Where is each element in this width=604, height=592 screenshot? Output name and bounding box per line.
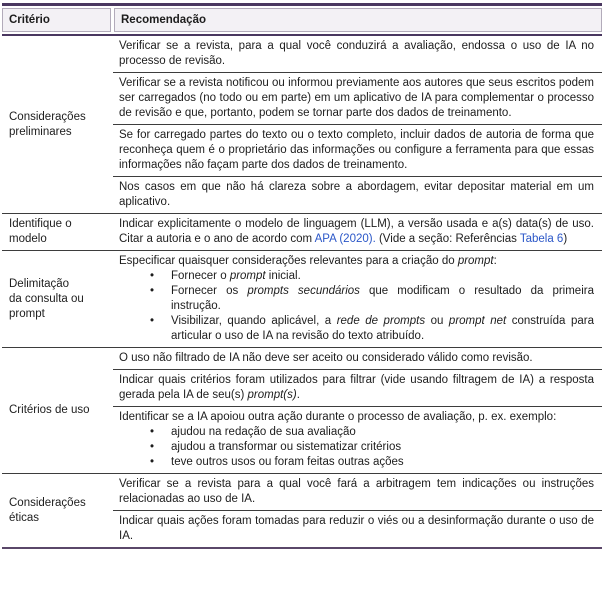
recommendation-cell [113,251,602,347]
bullet-text: Fornecer o [171,270,230,282]
criterion-label-line: prompt [9,307,45,320]
recommendation-text-italic: prompt(s) [247,389,297,401]
recommendation-text: Identificar se a IA apoiou outra ação durante o processo de avaliação, p. ex. exemplo: [119,411,557,423]
criterion-label-line: éticas [9,511,40,524]
recommendation-text: O uso não filtrado de IA não deve ser aceito ou considerado válido como revisão. [119,352,533,364]
recommendation-intro [119,410,594,425]
recommendation-text: ) [563,233,568,245]
recommendation-cell [113,474,602,510]
bullet-text: ajudou na redação de sua avaliação [171,426,356,438]
recommendations-table [2,3,602,549]
recommendation-cell [113,214,602,250]
recommendation-text: Especificar quaisquer considerações relevantes para a criação do [119,255,458,267]
header-label-recomendacao: Recomendação [121,14,207,26]
table-bottom-border [2,547,602,549]
bullet-item [119,425,594,440]
recommendation-cell [113,348,602,369]
recommendation-cell [113,369,602,406]
bullet-text: teve outros usos ou foram feitas outras ações [171,456,404,468]
recommendation-text: . [296,389,300,401]
recommendation-cells [113,214,602,250]
table-top-border [2,3,602,6]
criterion-group-identifique-o-modelo [2,213,602,250]
recommendation-cell [113,124,602,176]
criterion-group-delimitacao-da-consulta [2,250,602,347]
criterion-group-consideracoes-eticas [2,473,602,547]
bullet-text-italic: prompt net [448,315,507,327]
header-cell-criterio [2,8,111,32]
header-cell-recomendacao [114,8,602,32]
recommendation-text: : [493,255,497,267]
recommendation-cells [113,251,602,347]
header-label-criterio: Critério [9,14,50,26]
recommendation-cell [113,176,602,213]
recommendation-text: Verificar se a revista notificou ou informou previamente aos autores que seus escritos podem ser carregados (no todo ou em parte) em um aplicativo de IA para complementar o processo de revisão e que, portanto, podem se tornar parte dos dados de treinamento. [119,77,594,119]
criterion-label [9,403,90,418]
criterion-label-line: preliminares [9,125,72,138]
recommendation-cells [113,348,602,473]
bullet-text-italic: prompt [229,270,266,282]
criterion-label-line: da consulta ou [9,292,84,305]
criterion-label [9,496,86,526]
recommendation-intro [119,254,594,269]
criterion-cell [2,214,113,250]
recommendation-text: Indicar explicitamente o modelo de linguagem (LLM), a versão usada e a(s) data(s) de uso. Citar a autoria e o ano de acordo com [119,218,594,245]
criterion-label-line: Delimitação [9,277,70,290]
recommendation-text: (Vide a seção: Referências [375,233,520,245]
recommendation-text-italic: prompt [457,255,494,267]
recommendation-cell [113,510,602,547]
bullet-text-italic: prompts secundários [247,285,360,297]
bullet-icon: • [150,426,155,438]
criterion-cell [2,251,113,347]
recommendation-text: Nos casos em que não há clareza sobre a abordagem, evitar depositar material em um aplicativo. [119,181,594,208]
bullet-text: construída para articular o uso de IA na revisão do texto atribuído. [171,315,594,342]
bullet-text: Fornecer os [171,285,248,297]
bullet-text-italic: rede de prompts [336,315,426,327]
criterion-label-line: Identifique o [9,218,72,230]
bullet-icon: • [150,441,155,453]
recommendation-cell [113,36,602,72]
recommendation-text: Indicar quais ações foram tomadas para reduzir o viés ou a desinformação durante o uso de IA. [119,515,594,542]
criterion-cell [2,36,113,213]
link-tabela-6[interactable]: Tabela 6 [519,233,564,245]
recommendation-cells [113,36,602,213]
bullet-icon: • [150,270,155,282]
bullet-text: ajudou a transformar ou sistematizar critérios [171,441,402,453]
bullet-icon: • [150,285,155,297]
table-header-row [2,8,602,32]
bullet-item [119,284,594,314]
criterion-label [9,110,86,140]
recommendation-text: Indicar quais critérios foram utilizados para filtrar (vide usando filtragem de IA) a resposta gerada pela IA de seu(s) [119,374,594,401]
bullet-item [119,314,594,344]
bullet-text: inicial. [265,270,301,282]
recommendation-text: Verificar se a revista, para a qual você conduzirá a avaliação, endossa o uso de IA no processo de revisão. [119,40,594,67]
bullet-item [119,455,594,470]
criterion-label-line: modelo [9,233,47,245]
bullet-icon: • [150,456,155,468]
bullet-text: ou [425,315,449,327]
criterion-label-line: Considerações [9,496,86,509]
recommendation-cells [113,474,602,547]
bullet-text: que modificam o resultado da primeira instrução. [171,285,594,312]
bullet-item [119,269,594,284]
criterion-label [9,277,84,322]
bullet-icon: • [150,315,155,327]
recommendation-cell [113,72,602,124]
criterion-cell [2,348,113,473]
bullet-item [119,440,594,455]
criterion-cell [2,474,113,547]
criterion-group-criterios-de-uso [2,347,602,473]
criterion-label-line: Critérios de uso [9,404,90,416]
criterion-label-line: Considerações [9,110,86,123]
link-apa-2020[interactable]: APA (2020). [314,233,376,245]
bullet-text: Visibilizar, quando aplicável, a [171,315,337,327]
recommendation-text: Se for carregado partes do texto ou o texto completo, incluir dados de autoria de forma que reconheça quem é o proprietário das informações ou configure a ferramenta para que essas informações não façam parte dos dados de treinamento. [119,129,594,171]
recommendation-text: Verificar se a revista para a qual você fará a arbitragem tem indicações ou instruções relacionadas ao uso de IA. [119,478,594,505]
criterion-label [9,217,72,247]
criterion-group-consideracoes-preliminares [2,36,602,213]
recommendation-cell [113,406,602,473]
